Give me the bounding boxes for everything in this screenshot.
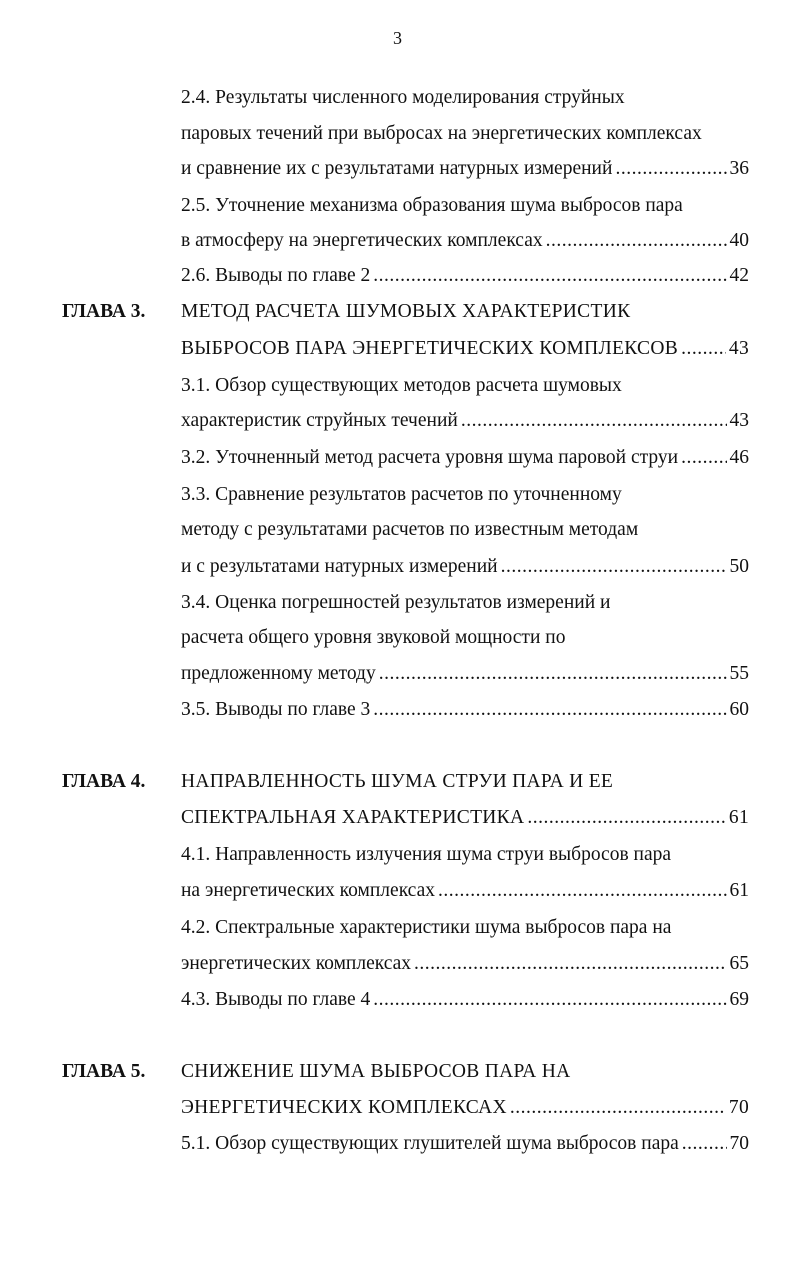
toc-entry-3-2[interactable] <box>181 446 749 482</box>
toc-entry-ch4[interactable] <box>181 806 749 842</box>
chapter-5-label: ГЛАВА 5. <box>62 1061 146 1082</box>
toc-text: на энергетических комплексах <box>181 880 435 901</box>
toc-entry-ch3[interactable] <box>181 337 749 373</box>
leader-dots <box>682 1132 727 1156</box>
toc-entry-5-1[interactable] <box>181 1132 749 1168</box>
toc-line <box>181 843 749 879</box>
toc-page: 42 <box>729 265 749 286</box>
toc-page: 65 <box>729 953 749 974</box>
chapter-4-title <box>181 770 749 806</box>
toc-page: 50 <box>729 556 749 577</box>
toc-page: 36 <box>729 158 749 179</box>
chapter-3-label: ГЛАВА 3. <box>62 301 146 322</box>
toc-text: 3.1. Обзор существующих методов расчета шумовых <box>181 375 622 396</box>
toc-text: СНИЖЕНИЕ ШУМА ВЫБРОСОВ ПАРА НА <box>181 1061 571 1082</box>
toc-page: 70 <box>729 1133 749 1154</box>
leader-dots <box>615 157 726 181</box>
toc-text: предложенному методу <box>181 663 376 684</box>
toc-text: 4.3. Выводы по главе 4 <box>181 989 371 1010</box>
toc-text: в атмосферу на энергетических комплексах <box>181 230 543 251</box>
leader-dots <box>373 988 726 1012</box>
leader-dots <box>461 409 727 433</box>
toc-text: и с результатами натурных измерений <box>181 556 498 577</box>
toc-line <box>181 374 749 410</box>
toc-entry-2-4[interactable] <box>181 157 749 193</box>
leader-dots <box>681 337 726 361</box>
toc-line <box>181 916 749 952</box>
toc-text: расчета общего уровня звуковой мощности по <box>181 627 566 648</box>
chapter-5-title <box>181 1060 749 1096</box>
toc-text: энергетических комплексах <box>181 953 412 974</box>
toc-text: методу с результатами расчетов по известным методам <box>181 519 639 540</box>
toc-page: 46 <box>729 447 749 468</box>
leader-dots <box>527 806 726 830</box>
toc-page: 61 <box>729 880 749 901</box>
leader-dots <box>681 446 726 470</box>
toc-line <box>181 518 749 554</box>
leader-dots <box>373 264 726 288</box>
toc-line <box>181 626 749 662</box>
leader-dots <box>501 555 727 579</box>
toc-text: 2.4. Результаты численного моделирования струйных <box>181 87 625 108</box>
toc-page: 55 <box>729 663 749 684</box>
leader-dots <box>373 698 726 722</box>
toc-text: 4.1. Направленность излучения шума струи выбросов пара <box>181 844 672 865</box>
toc-page: 43 <box>729 410 749 431</box>
toc-entry-4-3[interactable] <box>181 988 749 1024</box>
toc-entry-3-4[interactable] <box>181 662 749 698</box>
toc-entry-3-5[interactable] <box>181 698 749 734</box>
toc-entry-3-1[interactable] <box>181 409 749 445</box>
toc-text: 3.4. Оценка погрешностей результатов измерений и <box>181 592 611 613</box>
toc-entry-4-1[interactable] <box>181 879 749 915</box>
leader-dots <box>438 879 727 903</box>
leader-dots <box>414 952 726 976</box>
toc-entry-2-6[interactable] <box>181 264 749 300</box>
toc-page: 60 <box>729 699 749 720</box>
toc-line <box>181 86 749 122</box>
toc-page: 61 <box>728 807 749 828</box>
toc-text: МЕТОД РАСЧЕТА ШУМОВЫХ ХАРАКТЕРИСТИК <box>181 301 631 322</box>
toc-text: СПЕКТРАЛЬНАЯ ХАРАКТЕРИСТИКА <box>181 807 525 828</box>
toc-entry-4-2[interactable] <box>181 952 749 988</box>
toc-text: и сравнение их с результатами натурных измерений <box>181 158 613 179</box>
toc-text: 2.6. Выводы по главе 2 <box>181 265 371 286</box>
toc-line <box>181 194 749 230</box>
toc-entry-ch5[interactable] <box>181 1096 749 1132</box>
leader-dots <box>546 229 727 253</box>
toc-line <box>181 591 749 627</box>
toc-line <box>181 122 749 158</box>
toc-page: 70 <box>728 1097 749 1118</box>
toc-text: 3.3. Сравнение результатов расчетов по уточненному <box>181 484 622 505</box>
toc-entry-2-5[interactable] <box>181 229 749 265</box>
leader-dots <box>510 1096 726 1120</box>
toc-text: 3.5. Выводы по главе 3 <box>181 699 371 720</box>
page-number: 3 <box>393 28 402 48</box>
toc-text: характеристик струйных течений <box>181 410 458 431</box>
toc-text: 4.2. Спектральные характеристики шума выбросов пара на <box>181 917 672 938</box>
toc-text: 5.1. Обзор существующих глушителей шума выбросов пара <box>181 1133 679 1154</box>
toc-page: 43 <box>728 338 749 359</box>
chapter-4-label: ГЛАВА 4. <box>62 771 146 792</box>
toc-line <box>181 483 749 519</box>
toc-entry-3-3[interactable] <box>181 555 749 591</box>
toc-text: НАПРАВЛЕННОСТЬ ШУМА СТРУИ ПАРА И ЕЕ <box>181 771 614 792</box>
toc-text: паровых течений при выбросах на энергетических комплексах <box>181 123 702 144</box>
toc-text: ВЫБРОСОВ ПАРА ЭНЕРГЕТИЧЕСКИХ КОМПЛЕКСОВ <box>181 338 679 359</box>
leader-dots <box>379 662 727 686</box>
toc-text: ЭНЕРГЕТИЧЕСКИХ КОМПЛЕКСАХ <box>181 1097 507 1118</box>
toc-text: 2.5. Уточнение механизма образования шума выбросов пара <box>181 195 683 216</box>
toc-page: 40 <box>729 230 749 251</box>
chapter-3-title <box>181 300 749 336</box>
toc-text: 3.2. Уточненный метод расчета уровня шума паровой струи <box>181 447 679 468</box>
toc-page: 69 <box>729 989 749 1010</box>
